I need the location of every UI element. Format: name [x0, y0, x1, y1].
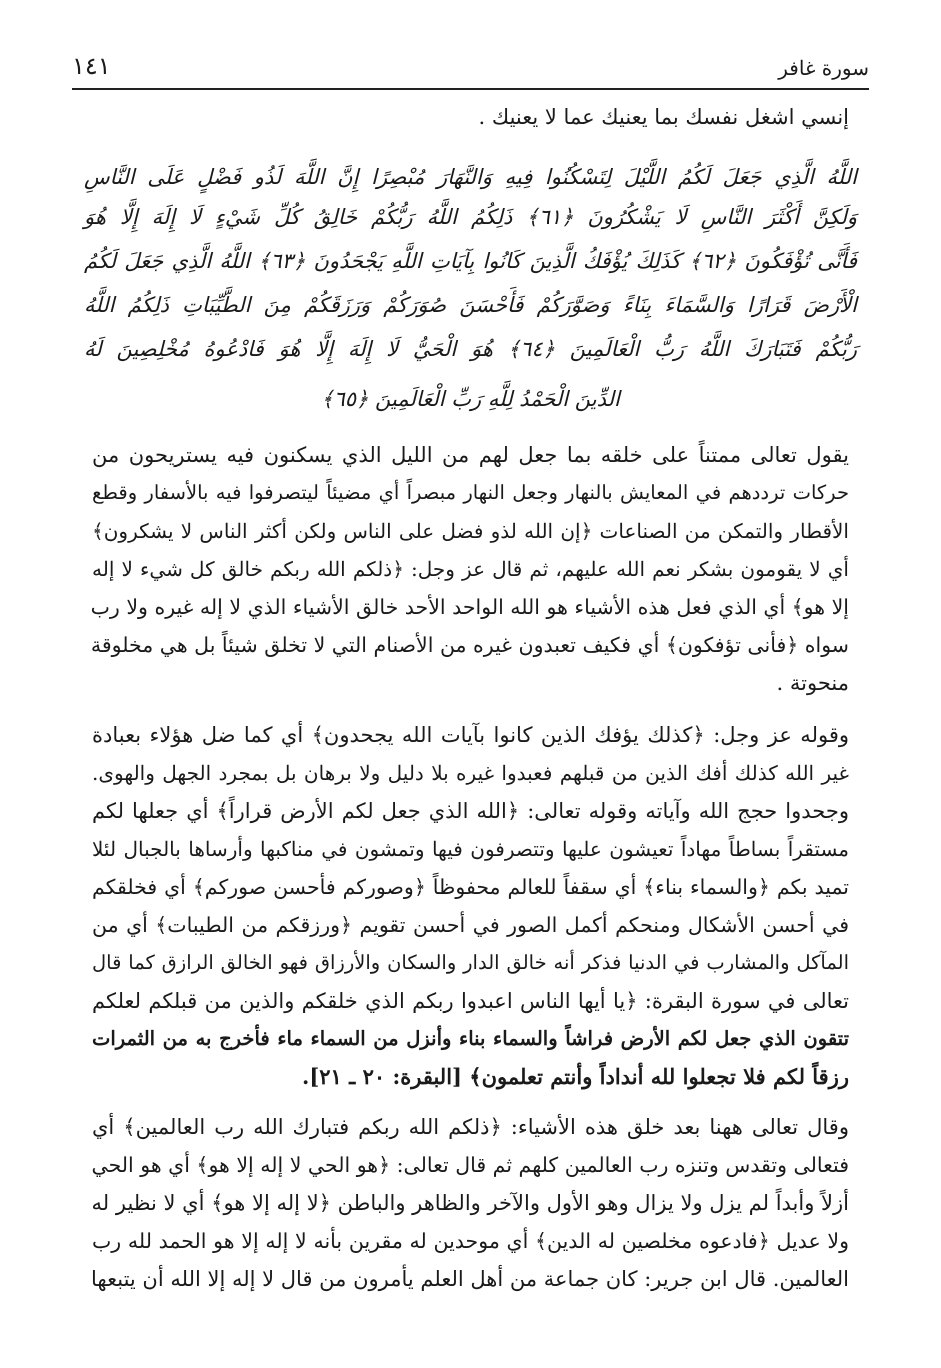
text-line: غير الله كذلك أفك الذين من قبلهم فعبدوا غيره بلا دليل ولا برهان بل بمجرد الجهل والهوى.: [92, 761, 849, 785]
surah-title: سورة غافر: [778, 56, 869, 80]
quoted-verse-line: تتقون الذي جعل لكم الأرض فراشاً والسماء بناء وأنزل من السماء ماء فأخرج به من الثمرات: [92, 1027, 849, 1050]
verse-line: وَلَكِنَّ أَكْثَرَ النَّاسِ لَا يَشْكُرُونَ ﴿٦١﴾ ذَلِكُمُ اللَّهُ رَبُّكُمْ خَالِقُ كُلِّ شَيْءٍ لَا إِلَهَ إِلَّا هُوَ: [84, 205, 857, 229]
text-line: مستقراً بساطاً مهاداً تعيشون عليها وتتصرفون فيها وتمشون في مناكبها وأرساها بالجبال لئلا: [92, 837, 849, 861]
text-line: إنسي اشغل نفسك بما يعنيك عما لا يعنيك .: [478, 105, 849, 129]
text-line: تعالى في سورة البقرة: ﴿يا أيها الناس اعبدوا ربكم الذي خلقكم والذين من قبلكم لعلكم: [92, 989, 849, 1013]
verse-line: الدِّينَ الْحَمْدُ لِلَّهِ رَبِّ الْعَالَمِينَ ﴿٦٥﴾: [321, 387, 620, 411]
text-line: العالمين. قال ابن جرير: كان جماعة من أهل العلم يأمرون من قال لا إله إلا الله أن يتبعها: [91, 1267, 849, 1291]
text-line: فتعالى وتقدس وتنزه رب العالمين كلهم ثم قال تعالى: ﴿هو الحي لا إله إلا هو﴾ أي هو الحي: [91, 1153, 849, 1177]
text-line: في أحسن الأشكال ومنحكم أكمل الصور في أحسن تقويم ﴿ورزقكم من الطيبات﴾ أي من: [92, 913, 849, 937]
text-line: حركات ترددهم في المعايش بالنهار وجعل النهار مبصراً أي مضيئاً ليتصرفوا فيه بالأسفار وقطع: [92, 481, 849, 504]
text-line: تميد بكم ﴿والسماء بناء﴾ أي سقفاً للعالم محفوظاً ﴿وصوركم فأحسن صوركم﴾ أي فخلقكم: [92, 875, 849, 899]
text-line: يقول تعالى ممتناً على خلقه بما جعل لهم من الليل الذي يسكنون فيه يستريحون من: [92, 443, 849, 467]
text-line: وقوله عز وجل: ﴿كذلك يؤفك الذين كانوا بآيات الله يجحدون﴾ أي كما ضل هؤلاء بعبادة: [92, 723, 849, 747]
text-line: أي لا يقومون بشكر نعم الله عليهم، ثم قال عز وجل: ﴿ذلكم الله ربكم خالق كل شيء لا إله: [92, 557, 849, 581]
text-line: الأقطار والتمكن من الصناعات ﴿إن الله لذو فضل على الناس ولكن أكثر الناس لا يشكرون﴾: [92, 519, 849, 543]
verse-line: اللَّهُ الَّذِي جَعَلَ لَكُمُ اللَّيْلَ لِتَسْكُنُوا فِيهِ وَالنَّهَارَ مُبْصِرًا إِنَّ اللَّهَ لَذُو فَضْلٍ عَلَى النَّاسِ: [84, 165, 857, 189]
text-line: وجحدوا حجج الله وآياته وقوله تعالى: ﴿الله الذي جعل لكم الأرض قراراً﴾ أي جعلها لكم: [92, 799, 849, 823]
verse-line: رَبُّكُمْ فَتَبَارَكَ اللَّهُ رَبُّ الْعَالَمِينَ ﴿٦٤﴾ هُوَ الْحَيُّ لَا إِلَهَ إِلَّا هُوَ فَادْعُوهُ مُخْلِصِينَ لَهُ: [84, 337, 858, 361]
verse-line: فَأَنَّى تُؤْفَكُونَ ﴿٦٢﴾ كَذَلِكَ يُؤْفَكُ الَّذِينَ كَانُوا بِآيَاتِ اللَّهِ يَجْحَدُونَ ﴿٦٣﴾ اللَّهُ الَّذِي جَعَلَ لَكُمُ: [84, 249, 857, 273]
page-number: ١٤١: [72, 52, 111, 80]
text-line: أزلاً وأبداً لم يزل ولا يزال وهو الأول والآخر والظاهر والباطن ﴿لا إله إلا هو﴾ أي لا نظير له: [91, 1191, 849, 1215]
page-header: [72, 52, 869, 88]
quoted-verse-line: رزقاً لكم فلا تجعلوا لله أنداداً وأنتم تعلمون﴾ [البقرة: ٢٠ ـ ٢١].: [302, 1064, 849, 1089]
header-divider: [72, 88, 869, 90]
text-line: وقال تعالى ههنا بعد خلق هذه الأشياء: ﴿ذلكم الله ربكم فتبارك الله رب العالمين﴾ أي: [92, 1115, 849, 1139]
text-line: سواه ﴿فأنى تؤفكون﴾ أي فكيف تعبدون غيره من الأصنام التي لا تخلق شيئاً بل هي مخلوقة: [90, 633, 849, 657]
text-line: المآكل والمشارب في الدنيا فذكر أنه خالق الدار والسكان والأرزاق فهو الخالق الرازق كما قال: [92, 951, 849, 974]
verse-line: الْأَرْضَ قَرَارًا وَالسَّمَاءَ بِنَاءً وَصَوَّرَكُمْ فَأَحْسَنَ صُوَرَكُمْ وَرَزَقَكُمْ مِنَ الطَّيِّبَاتِ ذَلِكُمُ اللَّهُ: [84, 293, 857, 317]
text-line: منحوتة .: [776, 671, 849, 695]
text-line: إلا هو﴾ أي الذي فعل هذه الأشياء هو الله الواحد الأحد خالق الأشياء الذي لا إله غيره ولا رب: [90, 595, 849, 619]
text-line: ولا عديل ﴿فادعوه مخلصين له الدين﴾ أي موحدين له مقرين بأنه لا إله إلا هو الحمد لله رب: [92, 1229, 849, 1253]
